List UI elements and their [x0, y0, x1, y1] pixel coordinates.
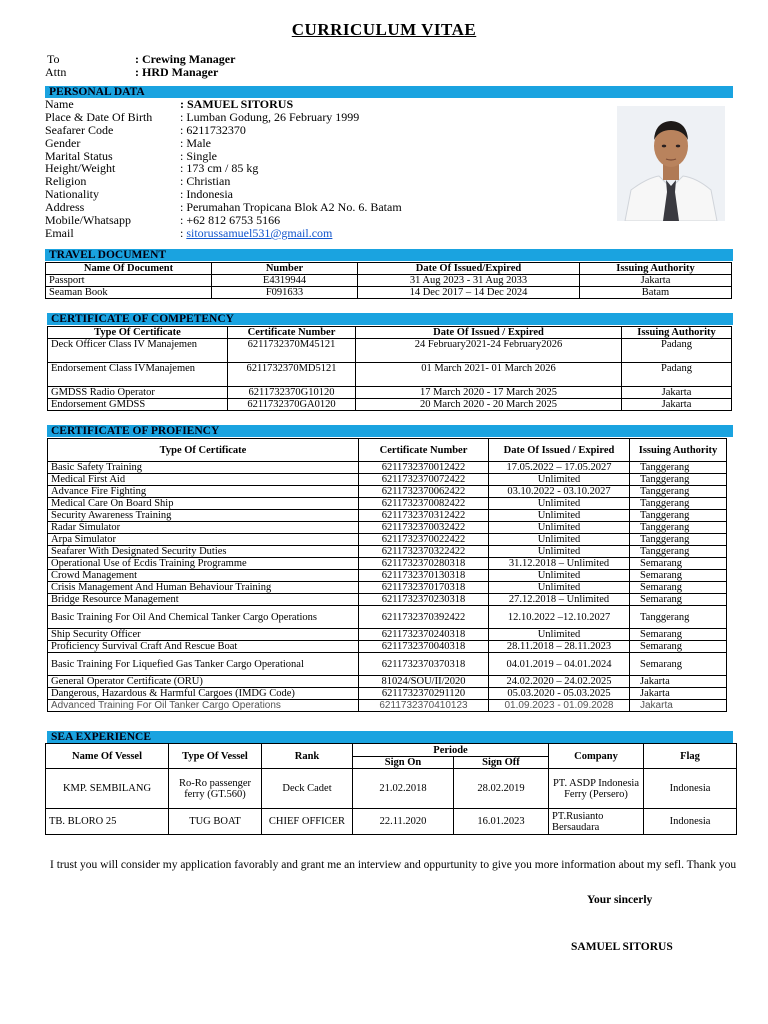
column-header: Sign On — [353, 757, 454, 769]
signature-name: SAMUEL SITORUS — [571, 941, 673, 953]
table-cell: Unlimited — [489, 570, 630, 582]
table-cell: 28.11.2018 – 28.11.2023 — [489, 641, 630, 653]
attn-value: : HRD Manager — [135, 65, 219, 79]
table-cell: TUG BOAT — [169, 809, 262, 835]
field-label: Name — [45, 97, 74, 111]
field-label: Place & Date Of Birth — [45, 109, 153, 124]
field-label: Seafarer Code — [45, 122, 114, 137]
table-cell: 6211732370291120 — [359, 688, 489, 700]
table-cell: E4319944 — [212, 275, 358, 287]
column-header: Date Of Issued / Expired — [489, 439, 630, 462]
field-value: : SAMUEL SITORUS — [180, 97, 294, 111]
table-row — [46, 287, 732, 299]
table-row — [48, 606, 727, 629]
profile-photo — [617, 106, 725, 221]
table-cell: Deck Cadet — [262, 769, 353, 809]
table-cell: Semarang — [630, 653, 727, 676]
table-cell: Tanggerang — [630, 498, 727, 510]
table-cell: Unlimited — [489, 510, 630, 522]
table-row — [48, 570, 727, 582]
table-cell: PT.Rusianto Bersaudara — [549, 809, 644, 835]
table-cell: Dangerous, Hazardous & Harmful Cargoes (IMDG Code) — [48, 688, 359, 700]
column-header: Issuing Authority — [630, 439, 727, 462]
table-cell: Indonesia — [644, 809, 737, 835]
field-label: Height/Weight — [45, 161, 116, 176]
table-cell: Jakarta — [622, 399, 732, 411]
field-label: Email — [45, 225, 74, 240]
field-label: Marital Status — [45, 148, 113, 163]
table-cell: Semarang — [630, 629, 727, 641]
table-cell: 01 March 2021- 01 March 2026 — [356, 363, 622, 387]
to-label: To — [47, 52, 60, 66]
table-cell: Tanggerang — [630, 522, 727, 534]
table-cell: Padang — [622, 363, 732, 387]
table-row — [48, 558, 727, 570]
table-row — [48, 486, 727, 498]
column-header: Date Of Issued/Expired — [358, 263, 580, 275]
table-cell: 6211732370240318 — [359, 629, 489, 641]
table-cell: Padang — [622, 339, 732, 363]
proficiency-heading: CERTIFICATE OF PROFIENCY — [47, 425, 733, 437]
column-header: Type Of Certificate — [48, 327, 228, 339]
table-row — [48, 582, 727, 594]
personal-row — [45, 124, 402, 137]
table-cell: TB. BLORO 25 — [46, 809, 169, 835]
table-cell: 28.02.2019 — [454, 769, 549, 809]
table-cell: Semarang — [630, 594, 727, 606]
table-cell: Proficiency Survival Craft And Rescue Boat — [48, 641, 359, 653]
table-cell: Tanggerang — [630, 546, 727, 558]
field-label: Address — [45, 200, 85, 215]
table-cell: Passport — [46, 275, 212, 287]
table-cell: 6211732370072422 — [359, 474, 489, 486]
table-cell: 6211732370370318 — [359, 653, 489, 676]
table-row — [48, 534, 727, 546]
table-cell: Radar Simulator — [48, 522, 359, 534]
table-cell: Jakarta — [622, 387, 732, 399]
table-cell: Advance Fire Fighting — [48, 486, 359, 498]
table-cell: Tanggerang — [630, 606, 727, 629]
field-label: Mobile/Whatsapp — [45, 213, 131, 228]
table-cell: Security Awareness Training — [48, 510, 359, 522]
table-cell: 27.12.2018 – Unlimited — [489, 594, 630, 606]
column-header: Flag — [644, 744, 737, 769]
table-cell: 21.02.2018 — [353, 769, 454, 809]
table-cell: Ship Security Officer — [48, 629, 359, 641]
table-cell: Operational Use of Ecdis Training Programme — [48, 558, 359, 570]
table-row — [48, 387, 732, 399]
table-row — [46, 809, 737, 835]
column-header: Number — [212, 263, 358, 275]
table-cell: Crowd Management — [48, 570, 359, 582]
table-cell: 20 March 2020 - 20 March 2025 — [356, 399, 622, 411]
table-cell: Arpa Simulator — [48, 534, 359, 546]
person-photo-icon — [617, 106, 725, 221]
closing-salutation: Your sincerly — [587, 894, 653, 906]
field-value: : 6211732370 — [180, 122, 246, 137]
table-cell: Semarang — [630, 570, 727, 582]
travel-document-heading: TRAVEL DOCUMENT — [45, 249, 733, 261]
table-cell: Basic Training For Oil And Chemical Tanker Cargo Operations — [48, 606, 359, 629]
travel-document-table — [45, 262, 732, 299]
to-value: : Crewing Manager — [135, 52, 236, 66]
table-cell: 17 March 2020 - 17 March 2025 — [356, 387, 622, 399]
table-row — [48, 339, 732, 363]
table-cell: Tanggerang — [630, 474, 727, 486]
table-cell: 6211732370170318 — [359, 582, 489, 594]
column-header: Periode — [353, 744, 549, 757]
table-cell: Seafarer With Designated Security Duties — [48, 546, 359, 558]
personal-row — [45, 137, 402, 150]
table-header-row — [46, 744, 737, 757]
sea-experience-table — [45, 743, 737, 835]
column-header: Type Of Certificate — [48, 439, 359, 462]
table-cell: Unlimited — [489, 522, 630, 534]
table-row — [48, 510, 727, 522]
table-row — [48, 522, 727, 534]
table-cell: Batam — [580, 287, 732, 299]
field-value: : +62 812 6753 5166 — [180, 213, 281, 228]
table-cell: 14 Dec 2017 – 14 Dec 2024 — [358, 287, 580, 299]
field-value: : 173 cm / 85 kg — [180, 161, 259, 176]
table-cell: 24 February2021-24 February2026 — [356, 339, 622, 363]
table-cell: Tanggerang — [630, 510, 727, 522]
table-cell: 03.10.2022 - 03.10.2027 — [489, 486, 630, 498]
personal-data-heading: PERSONAL DATA — [45, 86, 733, 98]
table-cell: 6211732370032422 — [359, 522, 489, 534]
table-row — [48, 474, 727, 486]
table-row — [46, 275, 732, 287]
table-cell: 05.03.2020 - 05.03.2025 — [489, 688, 630, 700]
table-cell: Unlimited — [489, 629, 630, 641]
table-cell: Medical Care On Board Ship — [48, 498, 359, 510]
table-cell: Tanggerang — [630, 462, 727, 474]
table-cell: Ro-Ro passenger ferry (GT.560) — [169, 769, 262, 809]
field-value: : Perumahan Tropicana Blok A2 No. 6. Batam — [180, 200, 402, 215]
table-cell: 6211732370082422 — [359, 498, 489, 510]
email-link[interactable]: sitorussamuel531@gmail.com — [186, 225, 333, 240]
table-row — [48, 641, 727, 653]
table-cell: 31.12.2018 – Unlimited — [489, 558, 630, 570]
table-cell: Basic Training For Liquefied Gas Tanker Cargo Operational — [48, 653, 359, 676]
table-cell: 6211732370MD5121 — [228, 363, 356, 387]
column-header: Certificate Number — [228, 327, 356, 339]
table-row — [48, 462, 727, 474]
column-header: Type Of Vessel — [169, 744, 262, 769]
table-header-row — [46, 263, 732, 275]
field-value: : Male — [180, 135, 211, 150]
table-cell: 01.09.2023 - 01.09.2028 — [489, 700, 630, 712]
attn-label: Attn — [45, 65, 67, 79]
competency-table — [47, 326, 732, 411]
table-cell: 6211732370GA0120 — [228, 399, 356, 411]
table-row — [48, 498, 727, 510]
table-cell: Tanggerang — [630, 486, 727, 498]
table-row — [48, 399, 732, 411]
table-cell: Endorsement Class IVManajemen — [48, 363, 228, 387]
table-cell: 6211732370230318 — [359, 594, 489, 606]
table-cell: 81024/SOU/II/2020 — [359, 676, 489, 688]
table-cell: PT. ASDP Indonesia Ferry (Persero) — [549, 769, 644, 809]
column-header: Company — [549, 744, 644, 769]
table-row — [48, 676, 727, 688]
table-cell: Deck Officer Class IV Manajemen — [48, 339, 228, 363]
table-row — [48, 594, 727, 606]
attn-line — [45, 65, 218, 80]
field-label: Religion — [45, 174, 87, 189]
table-row — [48, 700, 727, 712]
table-cell: 6211732370G10120 — [228, 387, 356, 399]
table-cell: Semarang — [630, 582, 727, 594]
table-cell: Crisis Management And Human Behaviour Training — [48, 582, 359, 594]
closing-paragraph: I trust you will consider my application favorably and grant me an interview and oppurtunity to give you more information about my sefl. Thank you — [50, 859, 737, 871]
table-cell: Unlimited — [489, 534, 630, 546]
table-cell: GMDSS Radio Operator — [48, 387, 228, 399]
field-value: : Lumban Godung, 26 February 1999 — [180, 109, 360, 124]
column-header: Name Of Vessel — [46, 744, 169, 769]
table-cell: 6211732370280318 — [359, 558, 489, 570]
table-cell: 17.05.2022 – 17.05.2027 — [489, 462, 630, 474]
table-cell: F091633 — [212, 287, 358, 299]
table-cell: CHIEF OFFICER — [262, 809, 353, 835]
personal-row — [45, 227, 402, 240]
table-cell: 6211732370392422 — [359, 606, 489, 629]
table-cell: Seaman Book — [46, 287, 212, 299]
table-cell: Unlimited — [489, 474, 630, 486]
table-cell: 12.10.2022 –12.10.2027 — [489, 606, 630, 629]
column-header: Issuing Authority — [622, 327, 732, 339]
table-cell: 31 Aug 2023 - 31 Aug 2033 — [358, 275, 580, 287]
table-cell: 22.11.2020 — [353, 809, 454, 835]
table-cell: Unlimited — [489, 582, 630, 594]
page-title: CURRICULUM VITAE — [291, 20, 477, 39]
table-cell: 6211732370130318 — [359, 570, 489, 582]
table-row — [48, 688, 727, 700]
column-header: Issuing Authority — [580, 263, 732, 275]
table-row — [46, 769, 737, 809]
field-label: Gender — [45, 135, 81, 150]
table-cell: KMP. SEMBILANG — [46, 769, 169, 809]
table-row — [48, 546, 727, 558]
table-cell: Basic Safety Training — [48, 462, 359, 474]
sea-experience-heading: SEA EXPERIENCE — [47, 731, 733, 743]
column-header: Rank — [262, 744, 353, 769]
field-value: : Indonesia — [180, 187, 233, 202]
table-cell: Bridge Resource Management — [48, 594, 359, 606]
proficiency-table — [47, 438, 727, 712]
field-label: Nationality — [45, 187, 99, 202]
table-cell: 6211732370322422 — [359, 546, 489, 558]
field-value: : Single — [180, 148, 218, 163]
table-row — [48, 629, 727, 641]
column-header: Certificate Number — [359, 439, 489, 462]
table-cell: 6211732370040318 — [359, 641, 489, 653]
table-cell: Unlimited — [489, 546, 630, 558]
column-header: Date Of Issued / Expired — [356, 327, 622, 339]
table-cell: 6211732370410123 — [359, 700, 489, 712]
table-row — [48, 653, 727, 676]
table-cell: General Operator Certificate (ORU) — [48, 676, 359, 688]
table-cell: Semarang — [630, 641, 727, 653]
table-cell: Unlimited — [489, 498, 630, 510]
table-cell: 04.01.2019 – 04.01.2024 — [489, 653, 630, 676]
table-cell: Jakarta — [630, 688, 727, 700]
column-header: Name Of Document — [46, 263, 212, 275]
table-cell: Medical First Aid — [48, 474, 359, 486]
field-value: : — [180, 225, 187, 240]
table-row — [48, 363, 732, 387]
table-cell: Jakarta — [630, 700, 727, 712]
table-header-row — [48, 439, 727, 462]
table-cell: 6211732370312422 — [359, 510, 489, 522]
table-cell: Semarang — [630, 558, 727, 570]
personal-data-list — [45, 98, 402, 240]
table-cell: 24.02.2020 – 24.02.2025 — [489, 676, 630, 688]
table-cell: Advanced Training For Oil Tanker Cargo Operations — [48, 700, 359, 712]
table-cell: 6211732370022422 — [359, 534, 489, 546]
table-cell: Tanggerang — [630, 534, 727, 546]
table-cell: 16.01.2023 — [454, 809, 549, 835]
table-cell: Jakarta — [580, 275, 732, 287]
table-cell: 6211732370062422 — [359, 486, 489, 498]
column-header: Sign Off — [454, 757, 549, 769]
table-cell: 6211732370012422 — [359, 462, 489, 474]
competency-heading: CERTIFICATE OF COMPETENCY — [47, 313, 733, 325]
table-header-row — [48, 327, 732, 339]
table-cell: Jakarta — [630, 676, 727, 688]
table-cell: Indonesia — [644, 769, 737, 809]
table-cell: 6211732370M45121 — [228, 339, 356, 363]
field-value: : Christian — [180, 174, 231, 189]
table-cell: Endorsement GMDSS — [48, 399, 228, 411]
